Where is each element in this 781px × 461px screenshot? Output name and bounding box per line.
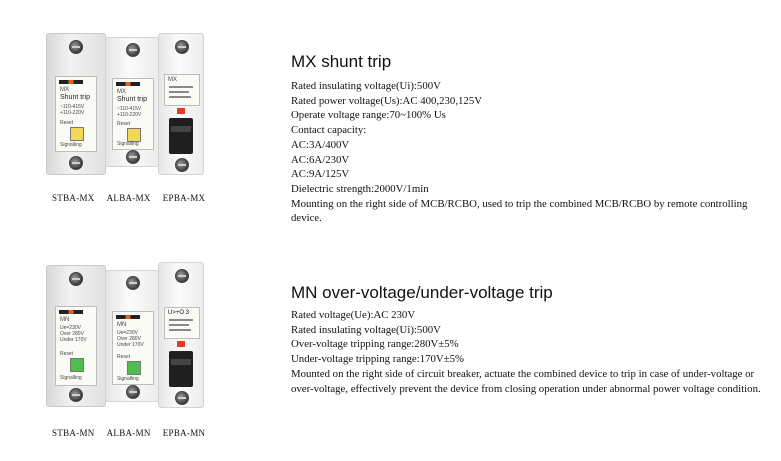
device-label-plate (112, 311, 154, 385)
device-voltage-text: +110-220V (60, 110, 85, 116)
device-voltage-text: +110-220V (117, 112, 142, 118)
plate-text-line (169, 96, 191, 98)
stba-mx-device (46, 33, 106, 175)
spec-line: AC:9A/125V (291, 168, 350, 181)
model-alba-mx: ALBA-MX (106, 193, 151, 203)
indicator-window-icon (177, 341, 185, 347)
mn-model-labels (52, 428, 217, 438)
mx-title: MX shunt trip (291, 52, 392, 71)
device-voltage-text: Ue=230V (60, 325, 81, 331)
device-voltage-text: Under 170V (117, 342, 144, 348)
device-label-plate (112, 78, 154, 150)
spec-line: Contact capacity: (291, 124, 367, 137)
signalling-text: Signalling (60, 375, 82, 381)
reset-button-icon (127, 128, 141, 142)
terminal-screw-icon (175, 391, 189, 405)
brand-stripe (116, 82, 140, 86)
spec-paragraph: Mounted on the right side of circuit breaker, actuate the combined device to trip in case of under-voltage or over-voltage, effectively prevent the device from closing operation under abnormal power voltage condition. (291, 367, 761, 395)
spec-line: Rated power voltage(Us):AC 400,230,125V (291, 94, 483, 107)
alba-mn-device (105, 270, 159, 402)
device-label-plate (164, 74, 200, 106)
terminal-screw-icon (175, 40, 189, 54)
model-alba-mn: ALBA-MN (106, 428, 151, 438)
device-label-plate (164, 307, 200, 339)
device-label-plate (55, 76, 97, 152)
model-epba-mn: EPBA-MN (162, 428, 206, 438)
spec-line: Rated voltage(Ue):AC 230V (291, 309, 416, 321)
device-type-text: MX (60, 87, 69, 93)
mn-voltage-trip-section (0, 240, 781, 461)
device-type-text: U>+O 3 (168, 310, 190, 316)
device-type-text: MX (168, 77, 177, 83)
terminal-screw-icon (69, 156, 83, 170)
epba-mx-device (158, 33, 204, 175)
spec-paragraph: Mounting on the right side of MCB/RCBO, used to trip the combined MCB/RCBO by remote controlling device. (291, 197, 748, 225)
lever-handle (171, 126, 191, 132)
spec-line: AC:6A/230V (291, 153, 350, 166)
spec-line: Operate voltage range:70~100% Us (291, 109, 446, 122)
spec-line: Dielectric strength:2000V/1min (291, 182, 429, 195)
terminal-screw-icon (69, 40, 83, 54)
terminal-screw-icon (175, 158, 189, 172)
reset-text: Reset (60, 351, 74, 357)
spec-line: Rated insulating voltage(Ui):500V (291, 323, 441, 336)
reset-button-icon (70, 358, 84, 372)
stba-mn-device (46, 265, 106, 407)
reset-text: Reset (60, 120, 74, 126)
spec-line: Over-voltage tripping range:280V±5% (291, 338, 459, 351)
model-epba-mx: EPBA-MX (162, 193, 206, 203)
brand-stripe (59, 310, 83, 314)
brand-stripe (59, 80, 83, 84)
signalling-text: Signalling (117, 141, 139, 147)
plate-text-line (169, 319, 193, 321)
terminal-screw-icon (126, 276, 140, 290)
plate-text-line (169, 329, 191, 331)
device-voltage-text: Ue=230V (117, 330, 138, 336)
signalling-text: Signalling (60, 142, 82, 148)
mx-spec-list (291, 79, 773, 226)
reset-text: Reset (117, 354, 131, 360)
indicator-window-icon (177, 108, 185, 114)
device-function-text: Shunt trip (60, 94, 90, 101)
model-stba-mx: STBA-MX (52, 193, 95, 203)
terminal-screw-icon (69, 272, 83, 286)
terminal-screw-icon (126, 43, 140, 57)
device-voltage-text: Over 280V (60, 331, 84, 337)
reset-text: Reset (117, 121, 131, 127)
device-voltage-text: ~110-415V (60, 104, 85, 110)
terminal-screw-icon (126, 150, 140, 164)
reset-button-icon (70, 127, 84, 141)
device-type-text: MN (60, 317, 70, 323)
toggle-lever-icon (169, 118, 193, 154)
brand-stripe (116, 315, 140, 319)
terminal-screw-icon (126, 385, 140, 399)
signalling-text: Signalling (117, 376, 139, 382)
lever-handle (171, 359, 191, 365)
spec-line: Rated insulating voltage(Ui):500V (291, 80, 441, 92)
spec-line: AC:3A/400V (291, 138, 350, 151)
device-function-text: Shunt trip (117, 96, 147, 103)
alba-mx-device (105, 37, 159, 167)
device-voltage-text: Over 280V (117, 336, 141, 342)
device-type-text: MN (117, 322, 127, 328)
plate-text-line (169, 91, 189, 93)
mx-model-labels (52, 193, 217, 203)
reset-button-icon (127, 361, 141, 375)
device-label-plate (55, 306, 97, 386)
plate-text-line (169, 86, 193, 88)
terminal-screw-icon (175, 269, 189, 283)
device-voltage-text: Under 170V (60, 337, 87, 343)
epba-mn-device (158, 262, 204, 408)
device-voltage-text: ~110-415V (117, 106, 142, 112)
terminal-screw-icon (69, 388, 83, 402)
spec-line: Under-voltage tripping range:170V±5% (291, 353, 465, 366)
model-stba-mn: STBA-MN (52, 428, 95, 438)
plate-text-line (169, 324, 189, 326)
mn-spec-list (291, 308, 773, 396)
toggle-lever-icon (169, 351, 193, 387)
device-type-text: MX (117, 89, 126, 95)
mx-shunt-trip-section (0, 0, 781, 230)
mn-title: MN over-voltage/under-voltage trip (291, 283, 553, 302)
